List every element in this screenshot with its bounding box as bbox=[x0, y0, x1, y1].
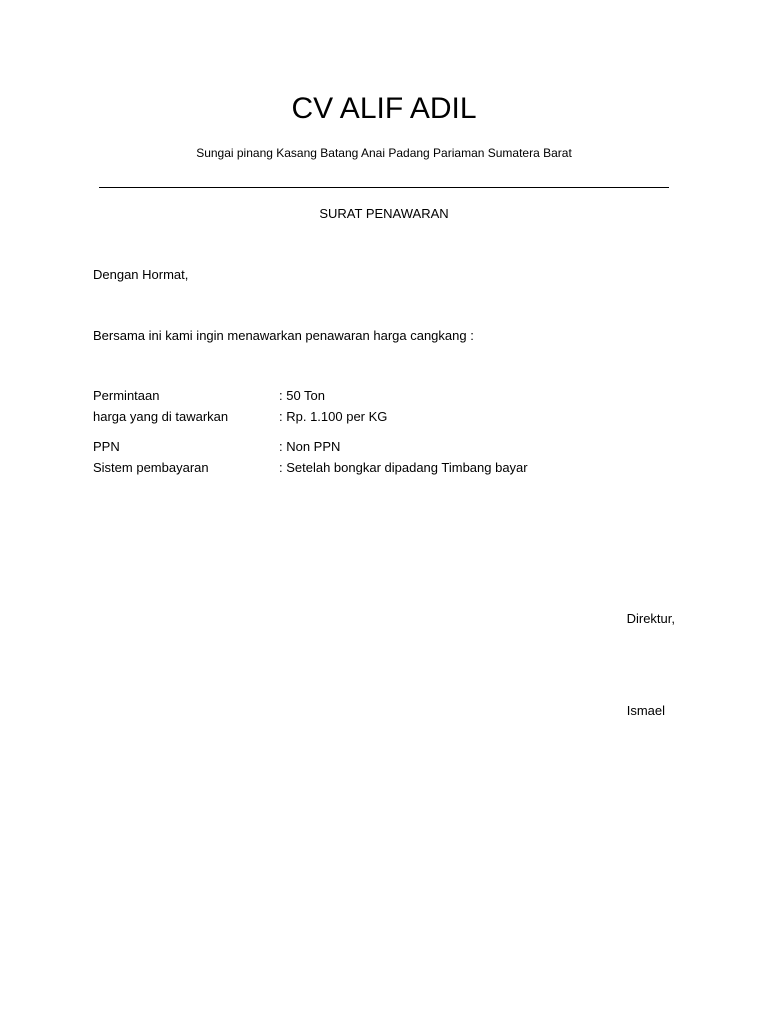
company-address: Sungai pinang Kasang Batang Anai Padang Pariaman Sumatera Barat bbox=[196, 146, 572, 160]
detail-label: harga yang di tawarkan bbox=[93, 409, 229, 424]
detail-row-harga bbox=[93, 408, 693, 425]
detail-label: PPN bbox=[93, 439, 120, 454]
detail-row-permintaan bbox=[93, 387, 693, 404]
detail-label: Sistem pembayaran bbox=[93, 460, 209, 475]
detail-label: Permintaan bbox=[93, 388, 160, 403]
detail-value: : Setelah bongkar dipadang Timbang bayar bbox=[279, 460, 528, 475]
company-name: CV ALIF ADIL bbox=[291, 92, 477, 125]
header-separator bbox=[99, 187, 669, 188]
salutation: Dengan Hormat, bbox=[93, 267, 189, 282]
detail-value: : Rp. 1.100 per KG bbox=[279, 409, 388, 424]
detail-row-ppn bbox=[93, 438, 693, 455]
signatory-position: Direktur, bbox=[626, 611, 675, 626]
detail-row-sistem-pembayaran bbox=[93, 459, 693, 476]
intro-paragraph: Bersama ini kami ingin menawarkan penawaran harga cangkang : bbox=[93, 328, 474, 343]
signatory-name: Ismael bbox=[626, 703, 665, 718]
letter-title: SURAT PENAWARAN bbox=[319, 206, 449, 221]
detail-value: : 50 Ton bbox=[279, 388, 326, 403]
detail-value: : Non PPN bbox=[279, 439, 341, 454]
